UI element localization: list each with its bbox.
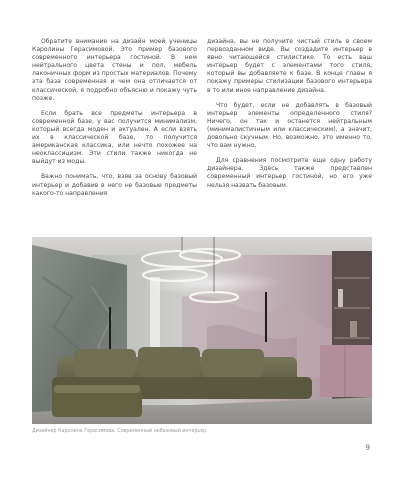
text-column-right <box>207 38 372 238</box>
page-number: 9 <box>365 444 370 452</box>
paragraph: Что будет, если не добавлять в базовый интерьер элементы определенного стиля? Ничего, он так и останется нейтральным (минималистичным или классическим), а значит, довольно скучным. Но, возможно, это именно то, что вам нужно. <box>207 101 372 150</box>
paragraph: дизайна, вы не получите чистый стиль в своем первозданном виде. Вы создадите интерьер в явно читающейся стилистике. То есть ваш интерьер будет с элементами того стиля, который вы добавляете к базе. В конце главы я покажу примеры стилизации базового интерьера в то или иное направление дизайна. <box>207 38 372 94</box>
photo-caption: Дизайнер Каролина Герасимова. Современный небазовый интерьер <box>32 429 207 434</box>
interior-photo <box>32 237 372 424</box>
body-text <box>32 38 372 238</box>
paragraph: Если брать все предметы интерьера в современной базе, у вас получится минимализм, который всегда моден и актуален. А если взять их в классической базе, то получится американская классика, или нечто похожее на неоклассицизм. Эти стили также никогда не выйдут из моды. <box>32 109 197 166</box>
paragraph: Важно понимать, что, взяв за основу базовый интерьер и добавив в него не базовые предметы какого-то направления <box>32 173 197 197</box>
text-column-left <box>32 38 197 238</box>
paragraph: Для сравнения посмотрите еще одну работу дизайнера. Здесь также представлен современный интерьер гостиной, но его уже нельзя назвать базовым. <box>207 157 372 189</box>
paragraph: Обратите внимание на дизайн моей ученицы Каролины Герасимовой. Это пример базового современного интерьера гостиной. В нем нейтрального цвета стены и пол, мебель лаконичных форм из простых материалов. Почему эта база современная и чем она отличается от классической, я подробно объясню и покажу чуть позже. <box>32 38 197 102</box>
